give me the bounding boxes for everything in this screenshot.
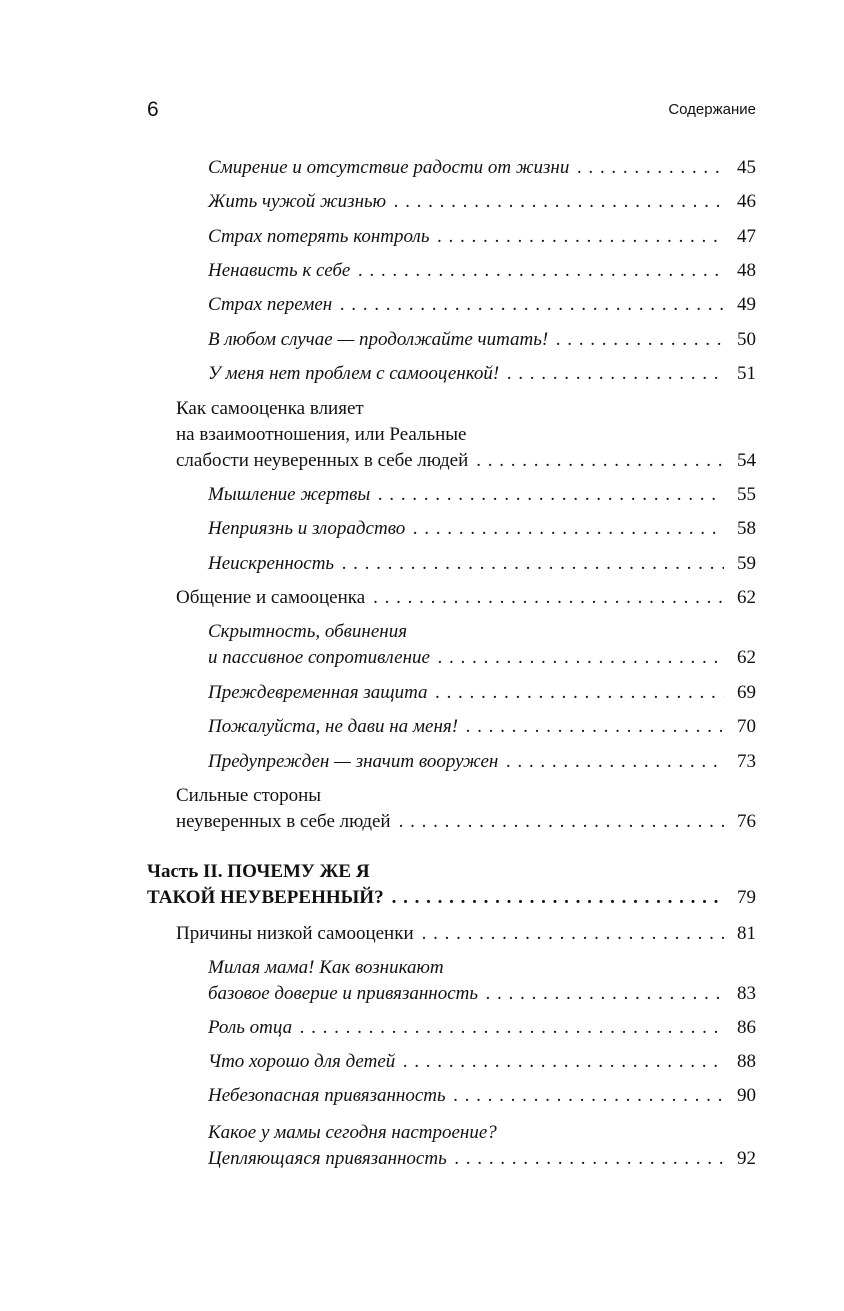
toc-page-number: 92 [737, 1148, 756, 1169]
toc-entry[interactable] [208, 155, 756, 181]
toc-page-number: 83 [737, 983, 756, 1004]
toc-entry-title-line: У меня нет проблем с самооценкой! [208, 363, 500, 384]
toc-page-number: 45 [737, 157, 756, 178]
toc-entry[interactable] [176, 783, 756, 835]
toc-entry[interactable] [208, 482, 756, 508]
toc-page-number: 69 [737, 682, 756, 703]
toc-entry-title-line: Общение и самооценка [176, 587, 366, 608]
toc-page-number: 81 [737, 923, 756, 944]
toc-page-number: 51 [737, 363, 756, 384]
toc-entry[interactable] [208, 327, 756, 353]
toc-entry-title-line: Неискренность [208, 553, 335, 574]
toc-entry[interactable] [147, 859, 756, 911]
dot-leader [391, 809, 724, 835]
dot-leader [446, 1083, 724, 1109]
toc-page-number: 49 [737, 294, 756, 315]
toc-entry-title-line: Предупрежден — значит вооружен [208, 751, 499, 772]
toc-page-number: 54 [737, 450, 756, 471]
dot-leader [429, 224, 724, 250]
toc-page-number: 62 [737, 647, 756, 668]
toc-entry[interactable] [208, 361, 756, 387]
dot-leader [569, 155, 724, 181]
toc-page-number: 86 [737, 1017, 756, 1038]
dot-leader [414, 921, 724, 947]
toc-entry[interactable] [176, 921, 756, 947]
toc-entry-title-line: Цепляющаяся привязанность [208, 1148, 447, 1169]
toc-entry-title-line: Страх потерять контроль [208, 226, 430, 247]
toc-page-number: 79 [737, 887, 756, 908]
toc-entry-title-line: Неприязнь и злорадство [208, 518, 406, 539]
toc-entry[interactable] [208, 224, 756, 250]
toc-page-number: 58 [737, 518, 756, 539]
dot-leader [428, 680, 724, 706]
toc-entry[interactable] [208, 189, 756, 215]
dot-leader [384, 885, 724, 911]
page-number: 6 [147, 98, 159, 121]
toc-entry[interactable] [208, 680, 756, 706]
dot-leader [458, 714, 724, 740]
toc-entry[interactable] [208, 714, 756, 740]
toc-page-number: 55 [737, 484, 756, 505]
dot-leader [498, 749, 724, 775]
toc-entry[interactable] [208, 551, 756, 577]
dot-leader [478, 981, 724, 1007]
toc-entry-title-line: Ненависть к себе [208, 260, 351, 281]
toc-entry-title-line: Милая мама! Как возникают [208, 957, 444, 978]
toc-entry-title-line: ТАКОЙ НЕУВЕРЕННЫЙ? [147, 887, 384, 908]
toc-page-number: 62 [737, 587, 756, 608]
toc-entry-title-line: Мышление жертвы [208, 484, 371, 505]
toc-entry[interactable] [176, 396, 756, 474]
toc-entry-title-line: Как самооценка влияет [176, 398, 364, 419]
toc-entry-title-line: В любом случае — продолжайте читать! [208, 329, 549, 350]
dot-leader [370, 482, 724, 508]
toc-entry-title-line: Часть II. ПОЧЕМУ ЖЕ Я [147, 861, 370, 882]
dot-leader [405, 516, 724, 542]
toc-entry[interactable] [208, 749, 756, 775]
toc-entry[interactable] [208, 516, 756, 542]
dot-leader [332, 292, 724, 318]
toc-entry[interactable] [208, 1049, 756, 1075]
dot-leader [548, 327, 724, 353]
toc-page-number: 88 [737, 1051, 756, 1072]
toc-page-number: 73 [737, 751, 756, 772]
toc-entry[interactable] [208, 258, 756, 284]
toc-entry[interactable] [176, 585, 756, 611]
toc-entry[interactable] [208, 292, 756, 318]
toc-entry-title-line: и пассивное сопротивление [208, 647, 430, 668]
toc-entry-title-line: Страх перемен [208, 294, 333, 315]
toc-page-number: 59 [737, 553, 756, 574]
running-title: Содержание [668, 101, 756, 118]
toc-page-number: 90 [737, 1085, 756, 1106]
toc-entry-title-line: Роль отца [208, 1017, 293, 1038]
dot-leader [395, 1049, 724, 1075]
dot-leader [350, 258, 724, 284]
toc-page-number: 46 [737, 191, 756, 212]
toc-entry-title-line: Что хорошо для детей [208, 1051, 396, 1072]
toc-entry-title-line: Какое у мамы сегодня настроение? [208, 1122, 497, 1143]
toc-entry[interactable] [208, 955, 756, 1007]
toc-page-number: 70 [737, 716, 756, 737]
toc-entry-title-line: на взаимоотношения, или Реальные [176, 424, 467, 445]
dot-leader [468, 448, 724, 474]
dot-leader [292, 1015, 724, 1041]
toc-page-number: 48 [737, 260, 756, 281]
toc-entry-title-line: Скрытность, обвинения [208, 621, 408, 642]
dot-leader [334, 551, 724, 577]
toc-entry-title-line: неуверенных в себе людей [176, 811, 391, 832]
toc-entry-title-line: Жить чужой жизнью [208, 191, 387, 212]
toc-entry-title-line: Сильные стороны [176, 785, 322, 806]
toc-entry-title-line: Причины низкой самооценки [176, 923, 414, 944]
toc-page-number: 76 [737, 811, 756, 832]
toc-entry-title-line: Смирение и отсутствие радости от жизни [208, 157, 570, 178]
toc-page-number: 50 [737, 329, 756, 350]
dot-leader [386, 189, 724, 215]
toc-entry[interactable] [208, 619, 756, 671]
toc-entry-title-line: Небезопасная привязанность [208, 1085, 446, 1106]
toc-entry[interactable] [208, 1120, 756, 1172]
toc-entry-title-line: базовое доверие и привязанность [208, 983, 479, 1004]
dot-leader [499, 361, 724, 387]
dot-leader [365, 585, 724, 611]
toc-entry[interactable] [208, 1015, 756, 1041]
toc-entry[interactable] [208, 1083, 756, 1109]
dot-leader [430, 645, 724, 671]
dot-leader [447, 1146, 724, 1172]
toc-entry-title-line: Преждевременная защита [208, 682, 428, 703]
toc-entry-title-line: слабости неуверенных в себе людей [176, 450, 469, 471]
toc-page-number: 47 [737, 226, 756, 247]
toc-entry-title-line: Пожалуйста, не дави на меня! [208, 716, 459, 737]
